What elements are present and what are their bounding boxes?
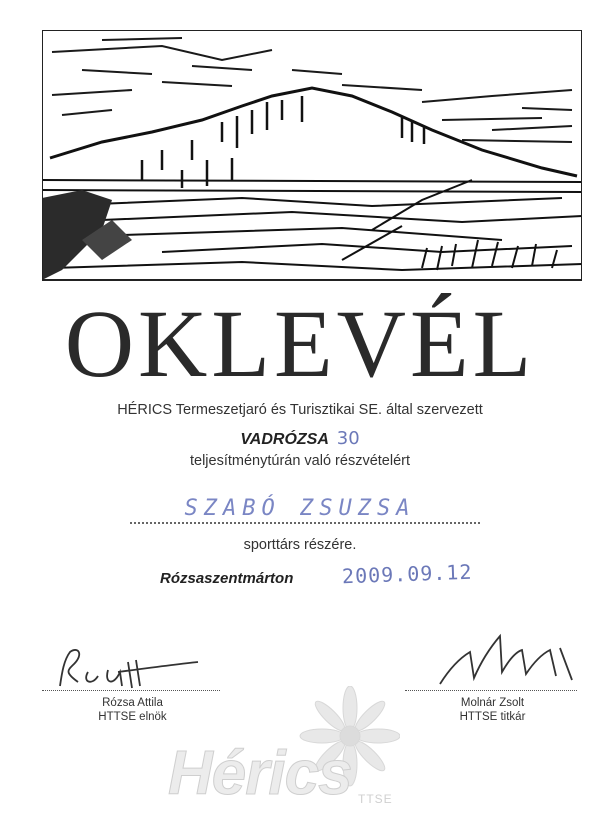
signature-right-icon <box>430 628 580 690</box>
signer-left-name: Rózsa Attila <box>102 697 163 709</box>
signature-right-line <box>405 688 577 691</box>
event-name: VADRÓZSA <box>240 431 329 448</box>
name-dotted-line <box>130 512 480 524</box>
participation-line: teljesítménytúrán való részvételért <box>189 453 410 469</box>
organizer-line: HÉRICS Termeszetjaró és Turisztikai SE. által szervezett <box>117 402 483 418</box>
logo-wordmark: Hérics <box>168 739 352 808</box>
signer-left-role: HTTSE elnök <box>98 711 167 723</box>
logo-subtitle: TTSE <box>358 792 393 806</box>
signer-right <box>410 696 575 724</box>
event-distance-handwritten: 30 <box>336 428 360 449</box>
landscape-illustration <box>42 30 582 290</box>
date-handwritten: 2009.09.12 <box>341 559 473 589</box>
place-label: Rózsaszentmárton <box>160 570 294 587</box>
signer-right-role: HTTSE titkár <box>459 711 526 723</box>
certificate-title: OKLEVÉL <box>64 290 536 397</box>
participant-name-handwritten: SZABÓ ZSUZSA <box>184 496 416 521</box>
signer-right-name: Molnár Zsolt <box>460 697 525 709</box>
event-line <box>0 428 600 449</box>
salutation-line: sporttárs részére. <box>243 537 357 553</box>
